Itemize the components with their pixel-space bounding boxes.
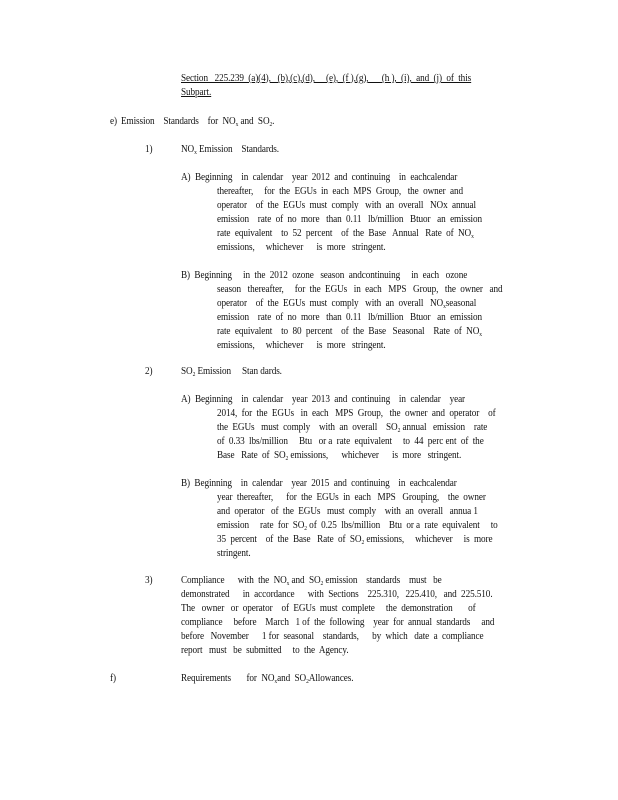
item-1b-line-4: emission rate of no more than 0.11 lb/million Btuor an emission xyxy=(217,312,483,323)
item-3-line-3: The owner or operator of EGUs must complete the demonstration of xyxy=(181,603,476,614)
item-3-line-2: demonstrated in accordance with Sections 225.310, 225.410, and 225.510. xyxy=(181,589,493,600)
item-1b-line-1: B) Beginning in the 2012 ozone season andcontinuing in each ozone xyxy=(181,270,468,281)
item-3-line-5: before November 1 for seasonal standards, by which date a compliance xyxy=(181,631,484,642)
item-1a-line-3: operator of the EGUs must comply with an overall NOx annual xyxy=(217,200,477,211)
item-2a-line-4: of 0.33 lbs/million Btu or a rate equivalent to 44 perc ent of the xyxy=(217,436,484,447)
section-reference-line-2: Subpart. xyxy=(181,87,212,98)
item-1-title: $NO_x$ Emission Standards. xyxy=(181,144,280,156)
item-3-line-1: Compliance with the $NO_x$ and $SO_2$ emission standards must be xyxy=(181,575,442,587)
item-1a-line-4: emission rate of no more than 0.11 lb/million Btuor an emission xyxy=(217,214,483,225)
section-f-label: f) xyxy=(110,673,116,684)
section-e-title: Emission Standards for $NO_x$ and $SO_2$. xyxy=(121,116,275,128)
item-2b-line-3: and operator of the EGUs must comply with an overall annua 1 xyxy=(217,506,478,517)
item-3-line-4: compliance before March 1 of the following year for annual standards and xyxy=(181,617,495,628)
item-1b-line-6: emissions, whichever is more stringent. xyxy=(217,340,386,351)
item-1a-line-6: emissions, whichever is more stringent. xyxy=(217,242,386,253)
item-1-number: 1) xyxy=(145,144,153,155)
item-2b-line-4: emission rate for $SO_2$ of 0.25 lbs/million Btu or a rate equivalent to xyxy=(217,520,498,532)
section-e-label: e) xyxy=(110,116,117,127)
item-1b-line-3: operator of the EGUs must comply with an overall $NO_xseasonal$ xyxy=(217,298,477,310)
item-2b-line-2: year thereafter, for the EGUs in each MPS Grouping, the owner xyxy=(217,492,486,503)
item-3-number: 3) xyxy=(145,575,153,586)
item-1a-line-1: A) Beginning in calendar year 2012 and continuing in eachcalendar xyxy=(181,172,458,183)
item-2b-line-1: B) Beginning in calendar year 2015 and continuing in eachcalendar xyxy=(181,478,457,489)
item-1b-line-2: season thereafter, for the EGUs in each MPS Group, the owner and xyxy=(217,284,503,295)
item-1a-line-2: thereafter, for the EGUs in each MPS Group, the owner and xyxy=(217,186,464,197)
item-3-line-6: report must be submitted to the Agency. xyxy=(181,645,349,656)
section-f-title: Requirements for $NO_xand$ $SO_2Allowances$. xyxy=(181,673,354,685)
item-2b-line-6: stringent. xyxy=(217,548,251,559)
item-1a-line-5: rate equivalent to 52 percent of the Base Annual Rate of $NO_x$ xyxy=(217,228,474,240)
item-2-number: 2) xyxy=(145,366,153,377)
item-2a-line-1: A) Beginning in calendar year 2013 and continuing in calendar year xyxy=(181,394,466,405)
item-2a-line-2: 2014, for the EGUs in each MPS Group, the owner and operator of xyxy=(217,408,496,419)
item-2b-line-5: 35 percent of the Base Rate of $SO_2$ emissions, whichever is more xyxy=(217,534,493,546)
item-2a-line-3: the EGUs must comply with an overall $SO_2$ annual emission rate xyxy=(217,422,488,434)
item-2-title: $SO_2$ Emission Stan dards. xyxy=(181,366,282,378)
item-2a-line-5: Base Rate of $SO_2$ emissions, whichever is more stringent. xyxy=(217,450,462,462)
section-reference-line-1: Section 225.239 (a)(4), (b),(c),(d), (e), (f ),(g), (h ), (i), and (j) of this xyxy=(181,73,472,84)
item-1b-line-5: rate equivalent to 80 percent of the Base Seasonal Rate of $NO_x$ xyxy=(217,326,482,338)
